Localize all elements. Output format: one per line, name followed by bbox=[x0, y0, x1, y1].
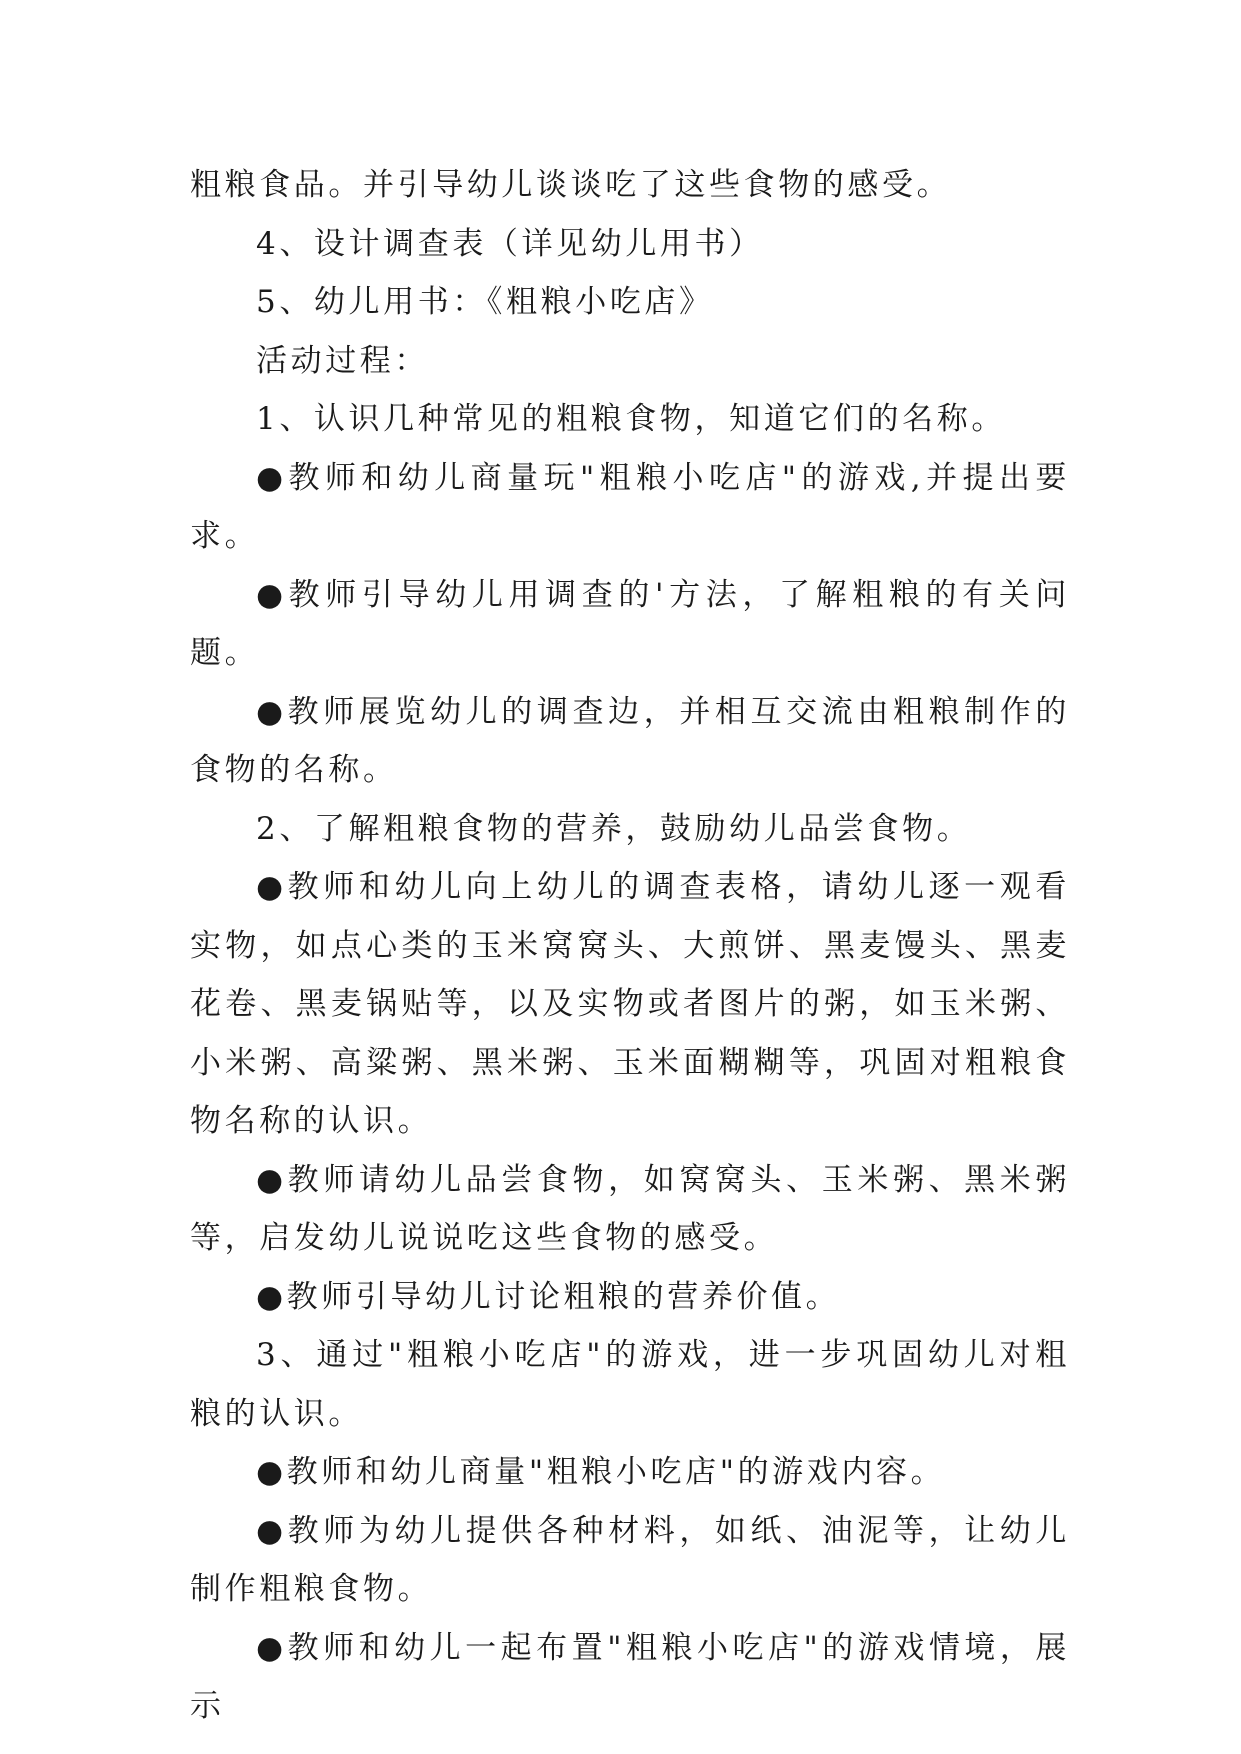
step-3-heading: 3、通过"粗粮小吃店"的游戏，进一步巩固幼儿对粗粮的认识。 bbox=[190, 1337, 1070, 1432]
bullet-paragraph: ●教师为幼儿提供各种材料，如纸、油泥等，让幼儿制作粗粮食物。 bbox=[190, 1512, 1070, 1607]
bullet-paragraph: ●教师和幼儿商量"粗粮小吃店"的游戏内容。 bbox=[256, 1454, 946, 1490]
step-1-heading: 1、认识几种常见的粗粮食物，知道它们的名称。 bbox=[256, 401, 1006, 437]
bullet-paragraph: ●教师请幼儿品尝食物，如窝窝头、玉米粥、黑米粥等，启发幼儿说说吃这些食物的感受。 bbox=[190, 1161, 1070, 1256]
paragraph-item-4: 4、设计调查表（详见幼儿用书） bbox=[256, 225, 764, 262]
bullet-paragraph: ●教师展览幼儿的调查边，并相互交流由粗粮制作的食物的名称。 bbox=[190, 693, 1070, 788]
step-2-heading: 2、了解粗粮食物的营养，鼓励幼儿品尝食物。 bbox=[256, 810, 972, 847]
section-heading-activity-process: 活动过程： bbox=[256, 342, 429, 379]
bullet-paragraph: ●教师和幼儿一起布置"粗粮小吃店"的游戏情境，展示 bbox=[190, 1629, 1070, 1724]
paragraph-continuation: 粗粮食品。并引导幼儿谈谈吃了这些食物的感受。 bbox=[190, 167, 952, 203]
paragraph-item-5: 5、幼儿用书：《粗粮小吃店》 bbox=[256, 284, 714, 320]
bullet-paragraph: ●教师和幼儿向上幼儿的调查表格，请幼儿逐一观看实物，如点心类的玉米窝窝头、大煎饼、黑麦馒头、黑麦花卷、黑麦锅贴等，以及实物或者图片的粥，如玉米粥、小米粥、高粱粥、黑米粥、玉米面糊糊等，巩固对粗粮食物名称的认识。 bbox=[190, 869, 1070, 1139]
bullet-paragraph: ●教师引导幼儿用调查的'方法，了解粗粮的有关问题。 bbox=[190, 576, 1070, 671]
bullet-paragraph: ●教师引导幼儿讨论粗粮的营养价值。 bbox=[256, 1278, 841, 1315]
document-body bbox=[190, 156, 1070, 1736]
bullet-paragraph: ●教师和幼儿商量玩"粗粮小吃店"的游戏,并提出要求。 bbox=[190, 459, 1070, 554]
